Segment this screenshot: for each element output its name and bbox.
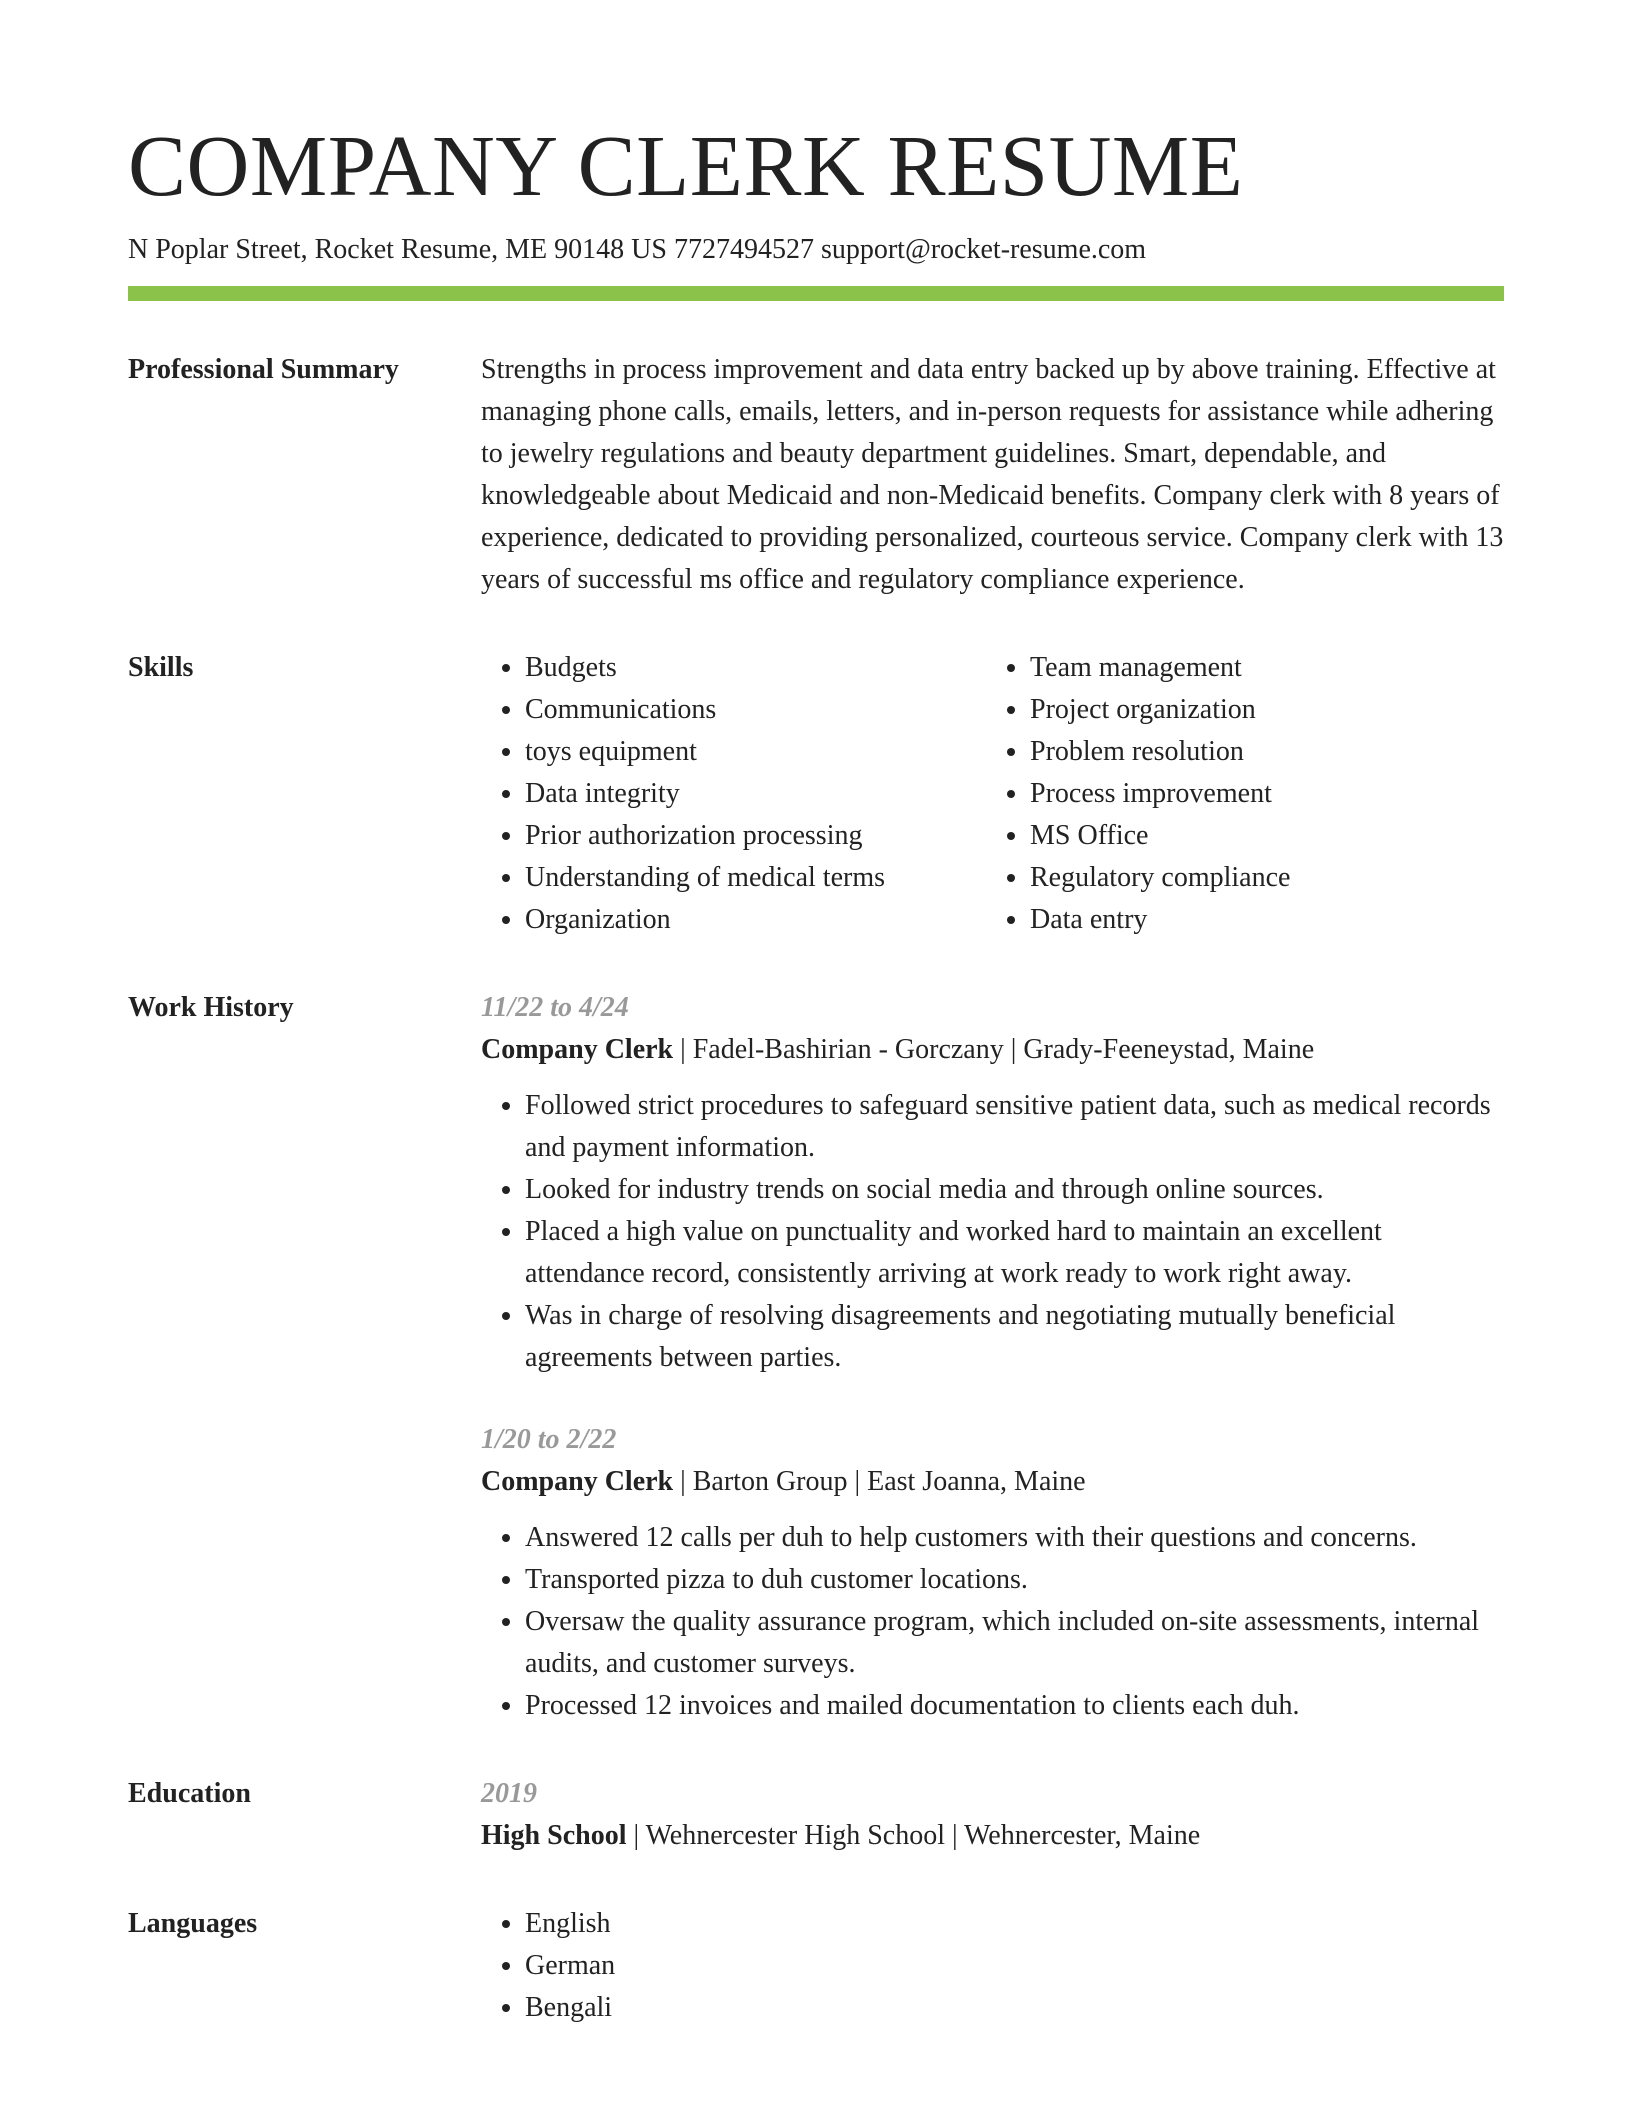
skill-item: • Project organization	[1030, 689, 1504, 731]
skill-item: • toys equipment	[525, 731, 986, 773]
job-entry	[481, 987, 1504, 1379]
job-bullet: • Followed strict procedures to safeguard sensitive patient data, such as medical records and payment information.	[525, 1085, 1504, 1169]
skill-item: • Organization	[525, 899, 986, 941]
language-item: • German	[525, 1945, 1504, 1987]
summary-text: Strengths in process improvement and data entry backed up by above training. Effective at managing phone calls, emails, letters, and in-person requests for assistance while adhering to jewelry regulations and beauty department guidelines. Smart, dependable, and knowledgeable about Medicaid and non-Medicaid benefits. Company clerk with 8 years of experience, dedicated to providing personalized, courteous service. Company clerk with 13 years of successful ms office and regulatory compliance experience.	[481, 354, 1504, 596]
skills-list-1	[481, 647, 986, 941]
contact-line: N Poplar Street, Rocket Resume, ME 90148 US 7727494527 support@rocket-resume.com	[128, 233, 1147, 265]
job-bullet: • Oversaw the quality assurance program, which included on-site assessments, internal audits, and customer surveys.	[525, 1601, 1504, 1685]
skill-item: • Data integrity	[525, 773, 986, 815]
job-bullet: • Answered 12 calls per duh to help customers with their questions and concerns.	[525, 1517, 1504, 1559]
work-section	[128, 987, 1504, 1727]
skill-item: • Communications	[525, 689, 986, 731]
job-dates: 1/20 to 2/22	[481, 1424, 617, 1456]
work-label: Work History	[128, 992, 294, 1024]
education-date: 2019	[481, 1778, 537, 1810]
skills-body	[481, 647, 1504, 941]
skills-column-1	[481, 647, 986, 941]
job-bullets	[481, 1517, 1504, 1727]
job-details: | Barton Group | East Joanna, Maine	[673, 1466, 1086, 1498]
job-heading	[481, 1029, 1504, 1071]
education-section	[128, 1773, 1504, 1857]
skills-label: Skills	[128, 652, 194, 684]
job-title: Company Clerk	[481, 1466, 674, 1498]
skill-item: • Problem resolution	[1030, 731, 1504, 773]
languages-body	[481, 1903, 1504, 2029]
languages-section	[128, 1903, 1504, 2029]
job-bullet: • Placed a high value on punctuality and worked hard to maintain an excellent attendance record, consistently arriving at work ready to work right away.	[525, 1211, 1504, 1295]
skills-grid	[481, 647, 1504, 941]
job-bullet: • Was in charge of resolving disagreements and negotiating mutually beneficial agreements between parties.	[525, 1295, 1504, 1379]
header-divider	[128, 286, 1504, 301]
skill-item: • Understanding of medical terms	[525, 857, 986, 899]
languages-list	[481, 1903, 1504, 2029]
skill-item: • Budgets	[525, 647, 986, 689]
summary-body	[481, 349, 1504, 601]
job-dates: 11/22 to 4/24	[481, 992, 629, 1024]
education-degree: High School	[481, 1820, 627, 1852]
job-bullet: • Looked for industry trends on social media and through online sources.	[525, 1169, 1504, 1211]
skill-item: • Regulatory compliance	[1030, 857, 1504, 899]
language-item: • English	[525, 1903, 1504, 1945]
education-label: Education	[128, 1778, 251, 1810]
language-item: • Bengali	[525, 1987, 1504, 2029]
skill-item: • Data entry	[1030, 899, 1504, 941]
skill-item: • Process improvement	[1030, 773, 1504, 815]
education-details: | Wehnercester High School | Wehnercester, Maine	[626, 1820, 1201, 1852]
skills-column-2	[986, 647, 1504, 941]
job-bullet: • Processed 12 invoices and mailed documentation to clients each duh.	[525, 1685, 1504, 1727]
job-title: Company Clerk	[481, 1034, 674, 1066]
education-heading	[481, 1815, 1504, 1857]
job-bullets	[481, 1085, 1504, 1379]
job-heading	[481, 1461, 1504, 1503]
job-entry	[481, 1419, 1504, 1727]
work-body	[481, 987, 1504, 1727]
job-bullet: • Transported pizza to duh customer locations.	[525, 1559, 1504, 1601]
summary-section	[128, 349, 1504, 601]
languages-label: Languages	[128, 1908, 258, 1940]
skills-list-2	[986, 647, 1504, 941]
job-details: | Fadel-Bashirian - Gorczany | Grady-Feeneystad, Maine	[673, 1034, 1315, 1066]
education-body	[481, 1773, 1504, 1857]
skill-item: • MS Office	[1030, 815, 1504, 857]
skills-section	[128, 647, 1504, 941]
skill-item: • Prior authorization processing	[525, 815, 986, 857]
resume-title: COMPANY CLERK RESUME	[128, 117, 1244, 214]
skill-item: • Team management	[1030, 647, 1504, 689]
summary-label: Professional Summary	[128, 354, 399, 386]
